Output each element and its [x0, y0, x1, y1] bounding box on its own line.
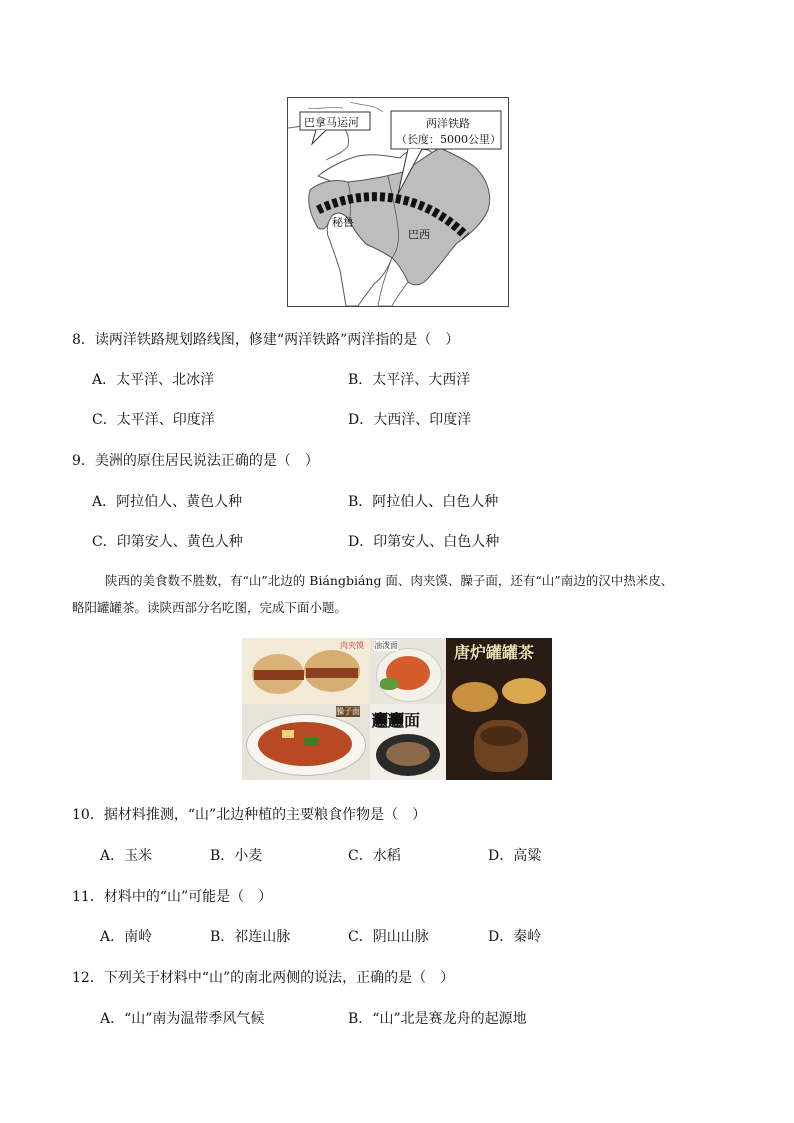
saozimian-label: 臊子面 [336, 707, 360, 716]
roujiamo-label: 肉夹馍 [340, 641, 364, 650]
question-10-stem: 10．据材料推测，“山”北边种植的主要粮食作物是（ ） [72, 807, 427, 823]
peru-label: 秘鲁 [332, 216, 354, 229]
roujiamo-photo [242, 638, 370, 704]
question-10-option-a: A．玉米 [100, 848, 153, 864]
question-8-stem: 8．读两洋铁路规划路线图，修建“两洋铁路”两洋指的是（ ） [72, 332, 460, 348]
youpomian-label: 油泼面 [374, 641, 398, 650]
panama-canal-label: 巴拿马运河 [304, 116, 359, 129]
question-8-option-d: D．大西洋、印度洋 [348, 412, 472, 428]
biangbiangmian-photo [370, 704, 446, 780]
question-11-option-a: A．南岭 [100, 929, 153, 945]
youpomian-photo [370, 638, 446, 704]
question-11-option-c: C．阴山山脉 [348, 929, 429, 945]
railway-length-label: （长度：5000公里） [396, 133, 501, 146]
question-10-option-c: C．水稻 [348, 848, 401, 864]
question-10-option-d: D．高粱 [488, 848, 542, 864]
question-11-option-d: D．秦岭 [488, 929, 542, 945]
passage-line-1: 陕西的美食数不胜数，有“山”北边的 Biángbiáng 面、肉夹馍、臊子面，还有“山”南边的汉中热米皮、 [105, 573, 674, 588]
passage-line-2: 略阳罐罐茶。读陕西部分名吃图，完成下面小题。 [72, 600, 348, 615]
question-9-stem: 9．美洲的原住居民说法正确的是（ ） [72, 453, 319, 469]
saozimian-photo [242, 704, 370, 780]
question-8-option-c: C．太平洋、印度洋 [92, 412, 215, 428]
question-9-option-a: A．阿拉伯人、黄色人种 [92, 494, 243, 510]
question-12-option-a: A．“山”南为温带季风气候 [100, 1011, 265, 1027]
question-9-option-d: D．印第安人、白色人种 [348, 534, 500, 550]
question-8-option-a: A．太平洋、北冰洋 [92, 372, 215, 388]
guanguancha-title: 唐炉罐罐茶 [454, 643, 535, 662]
railway-title-label: 两洋铁路 [426, 117, 470, 130]
question-12-option-b: B．“山”北是赛龙舟的起源地 [348, 1011, 527, 1027]
question-11-stem: 11．材料中的“山”可能是（ ） [72, 889, 273, 905]
question-12-stem: 12．下列关于材料中“山”的南北两侧的说法，正确的是（ ） [72, 970, 455, 986]
question-9-option-b: B．阿拉伯人、白色人种 [348, 494, 499, 510]
guanguancha-photo [446, 638, 552, 780]
question-11-option-b: B．祁连山脉 [210, 929, 291, 945]
biangbiangmian-title: 𰻞𰻞面 [372, 711, 421, 730]
question-9-option-c: C．印第安人、黄色人种 [92, 534, 243, 550]
railway-map [287, 97, 509, 307]
shaanxi-food-image [242, 638, 552, 780]
brazil-label: 巴西 [408, 228, 430, 241]
question-10-option-b: B．小麦 [210, 848, 263, 864]
question-8-option-b: B．太平洋、大西洋 [348, 372, 471, 388]
